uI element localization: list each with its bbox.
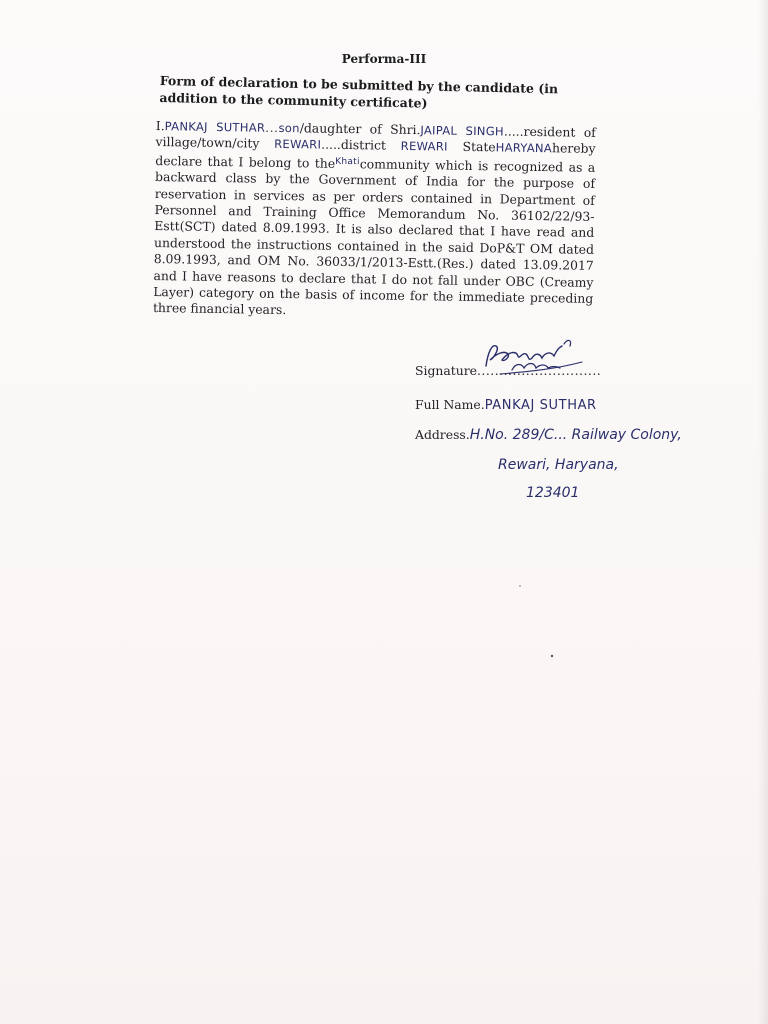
document-heading: Form of declaration to be submitted by the candidate (in addition to the community certificate) — [159, 72, 559, 111]
signature-dots: ............................ — [476, 363, 602, 378]
state-text: State — [462, 139, 496, 155]
address-line3-handwritten: 123401 — [526, 485, 580, 501]
signature-label: Signature — [415, 363, 477, 378]
district-text: .....district — [321, 137, 387, 154]
state-handwritten: HARYANA — [495, 140, 553, 156]
prefix-i: I. — [155, 118, 165, 134]
relation-dots: ... — [265, 119, 279, 135]
city-handwritten: REWARI — [274, 137, 322, 153]
address-label: Address. — [415, 427, 470, 442]
community-handwritten: Khati — [335, 156, 360, 168]
address-line2-handwritten: Rewari, Haryana, — [498, 457, 619, 473]
relation-handwritten: son — [278, 120, 300, 136]
full-name-label: Full Name. — [415, 397, 485, 412]
candidate-name-handwritten: PANKAJ SUTHAR — [164, 119, 266, 135]
address-line1-handwritten: H.No. 289/C... Railway Colony, — [469, 427, 682, 443]
hereby-text: hereby declare that I belong to the — [155, 140, 596, 171]
body-rest-text: community which is recognized as a backward class by the Government of India for the purpose of reservation in services as per orders contained in Department of Personnel and Training Office Memorandum No. 36102/22/93-Estt(SCT) dated 8.09.1993. It is also declared that I have read and understood the instructions contained in the said DoP&T OM dated 8.09.1993, and OM No. 36033/1/2013-Estt.(Res.) dated 13.09.2017 and I have reasons to declare that I do not fall under OBC (Creamy Layer) category on the basis of income for the immediate preceding three financial years. — [152, 156, 596, 318]
document-title: Performa-III — [341, 52, 427, 66]
relation-text: /daughter of Shri. — [299, 120, 421, 138]
full-name-handwritten: PANKAJ SUTHAR — [484, 398, 597, 413]
father-name-handwritten: JAIPAL SINGH — [420, 123, 505, 139]
resident-text: .....resident of village/town/city — [155, 123, 596, 152]
district-handwritten: REWARI — [400, 139, 448, 154]
